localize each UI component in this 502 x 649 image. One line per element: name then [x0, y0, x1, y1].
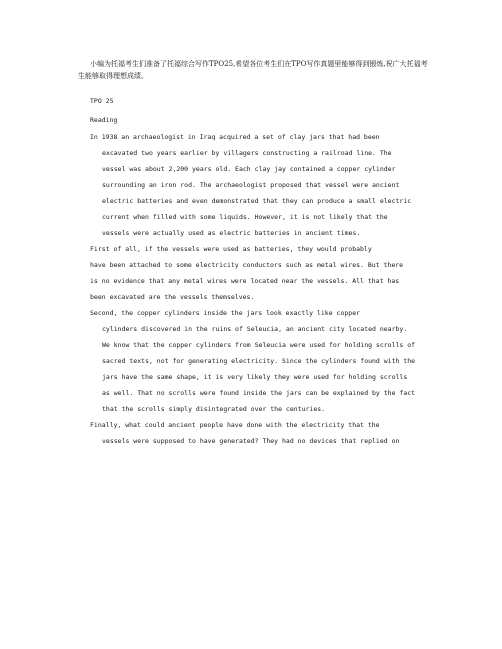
intro-paragraph: 小编为托福考生们准备了托福综合写作TPO25,希望各位考生们在TPO写作真题里能够得到锻炼,祝广大托福考生能够取得理想成绩。: [78, 60, 428, 80]
passage-line: is no evidence that any metal wires were located near the vessels. All that has: [90, 277, 400, 285]
passage-line: vessels were supposed to have generated? They had no devices that replied on: [102, 437, 400, 445]
reading-passage: [90, 129, 435, 449]
passage-line: surrounding an iron rod. The archaeologist proposed that vessel were ancient: [102, 181, 400, 189]
passage-line: vessels were actually used as electric batteries in ancient times.: [102, 229, 361, 237]
passage-line: electric batteries and even demonstrated that they can produce a small electric: [102, 197, 412, 205]
passage-line: sacred texts, not for generating electricity. Since the cylinders found with the: [102, 357, 416, 365]
passage-line: have been attached to some electricity conductors such as metal wires. But there: [90, 261, 404, 269]
passage-line: as well. That no scrolls were found inside the jars can be explained by the fact: [102, 389, 416, 397]
passage-line: vessel was about 2,200 years old. Each clay jay contained a copper cylinder: [102, 165, 396, 173]
passage-line: cylinders discovered in the ruins of Seleucia, an ancient city located nearby.: [102, 325, 408, 333]
passage-line: jars have the same shape, it is very likely they were used for holding scrolls: [102, 373, 408, 381]
passage-line: First of all, if the vessels were used as batteries, they would probably: [90, 245, 372, 253]
passage-line: In 1938 an archaeologist in Iraq acquired a set of clay jars that had been: [90, 133, 380, 141]
passage-line: excavated two years earlier by villagers constructing a railroad line. The: [102, 149, 392, 157]
passage-line: current when filled with some liquids. However, it is not likely that the: [102, 213, 388, 221]
passage-line: Second, the copper cylinders inside the jars look exactly like copper: [90, 309, 361, 317]
passage-line: been excavated are the vessels themselves.: [90, 293, 255, 301]
passage-line: that the scrolls simply disintegrated over the centuries.: [102, 405, 326, 413]
passage-line: We know that the copper cylinders from Seleucia were used for holding scrolls of: [102, 341, 416, 349]
tpo-label: TPO 25: [90, 97, 114, 105]
passage-line: Finally, what could ancient people have done with the electricity that the: [90, 421, 380, 429]
section-heading: Reading: [90, 116, 118, 124]
